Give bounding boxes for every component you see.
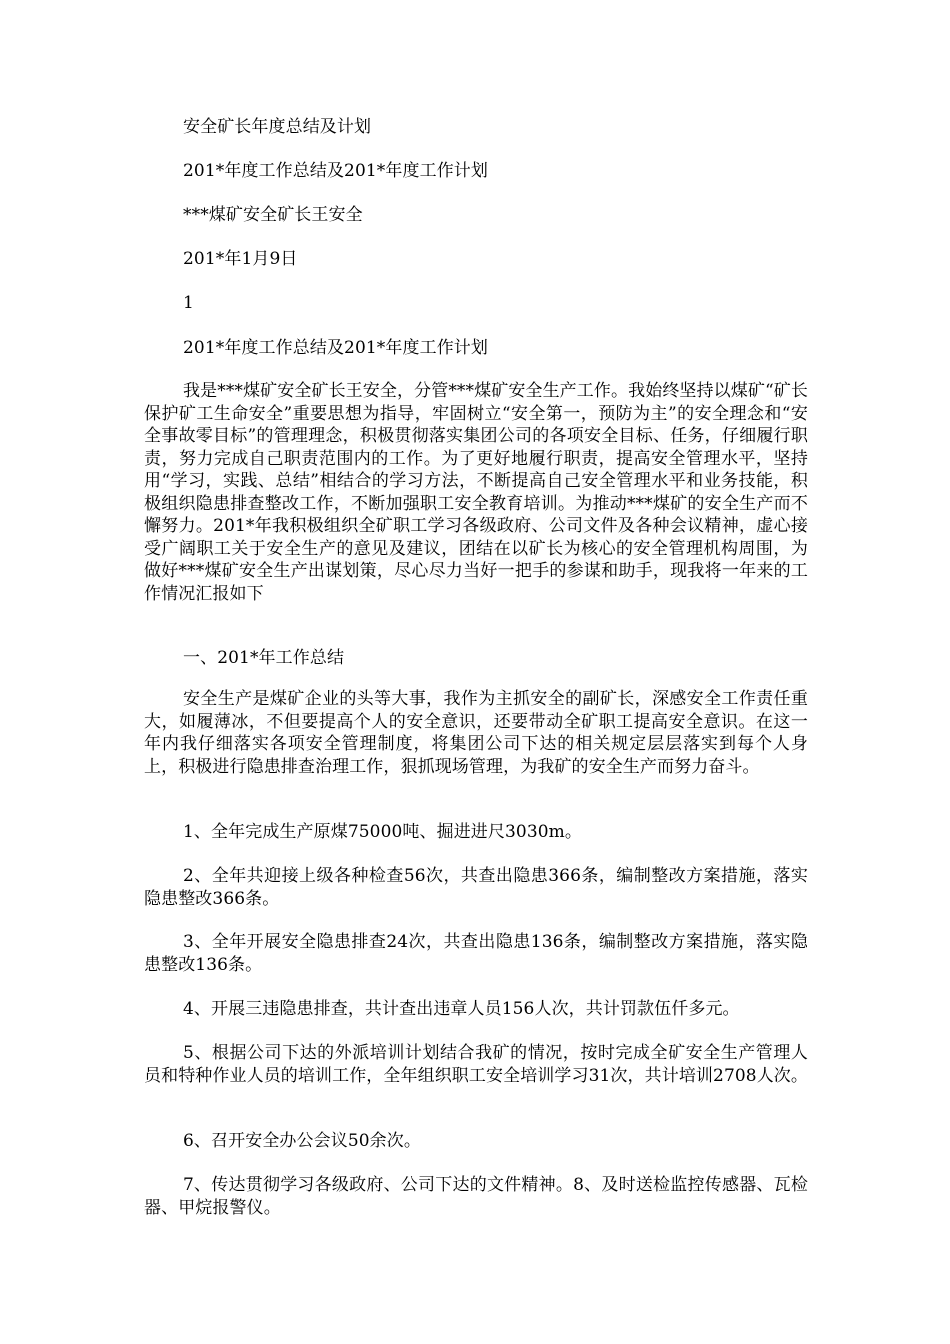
list-item-2: 2、全年共迎接上级各种检查56次，共查出隐患366条，编制整改方案措施，落实隐患整改366条。	[144, 866, 808, 909]
section-one-heading: 一、201*年工作总结	[183, 648, 345, 668]
document-title: 安全矿长年度总结及计划	[183, 117, 372, 137]
list-item-1: 1、全年完成生产原煤75000吨、掘进进尺3030m。	[183, 822, 582, 842]
list-item-4: 4、开展三违隐患排查，共计查出违章人员156人次，共计罚款伍仟多元。	[183, 999, 740, 1019]
page-number: 1	[183, 293, 194, 313]
intro-paragraph: 我是***煤矿安全矿长王安全，分管***煤矿安全生产工作。我始终坚持以煤矿“矿长保护矿工生命安全”重要思想为指导，牢固树立“安全第一，预防为主”的安全理念和“安全事故零目标”的管理理念，积极贯彻落实集团公司的各项安全目标、任务，仔细履行职责，努力完成自己职责范围内的工作。为了更好地履行职责，提高安全管理水平，坚持用“学习，实践、总结”相结合的学习方法，不断提高自己安全管理水平和业务技能，积极组织隐患排查整改工作，不断加强职工安全教育培训。为推动***煤矿的安全生产而不懈努力。201*年我积极组织全矿职工学习各级政府、公司文件及各种会议精神，虚心接受广阔职工关于安全生产的意见及建议，团结在以矿长为核心的安全管理机构周围，为做好***煤矿安全生产出谋划策，尽心尽力当好一把手的参谋和助手，现我将一年来的工作情况汇报如下	[144, 381, 808, 604]
author-line: ***煤矿安全矿长王安全	[183, 205, 363, 225]
list-item-6: 6、召开安全办公会议50余次。	[183, 1131, 421, 1151]
section-one-paragraph: 安全生产是煤矿企业的头等大事，我作为主抓安全的副矿长，深感安全工作责任重大，如履薄冰，不但要提高个人的安全意识，还要带动全矿职工提高安全意识。在这一年内我仔细落实各项安全管理制度，将集团公司下达的相关规定层层落实到每个人身上，积极进行隐患排查治理工作，狠抓现场管理，为我矿的安全生产而努力奋斗。	[144, 689, 808, 777]
list-item-5: 5、根据公司下达的外派培训计划结合我矿的情况，按时完成全矿安全生产管理人员和特种作业人员的培训工作，全年组织职工安全培训学习31次，共计培训2708人次。	[144, 1043, 808, 1086]
list-item-7: 7、传达贯彻学习各级政府、公司下达的文件精神。8、及时送检监控传感器、瓦检器、甲烷报警仪。	[144, 1175, 808, 1218]
document-date: 201*年1月9日	[183, 249, 298, 269]
list-item-3: 3、全年开展安全隐患排查24次，共查出隐患136条，编制整改方案措施，落实隐患整改136条。	[144, 932, 808, 975]
document-subtitle: 201*年度工作总结及201*年度工作计划	[183, 161, 488, 181]
body-heading: 201*年度工作总结及201*年度工作计划	[183, 338, 488, 358]
